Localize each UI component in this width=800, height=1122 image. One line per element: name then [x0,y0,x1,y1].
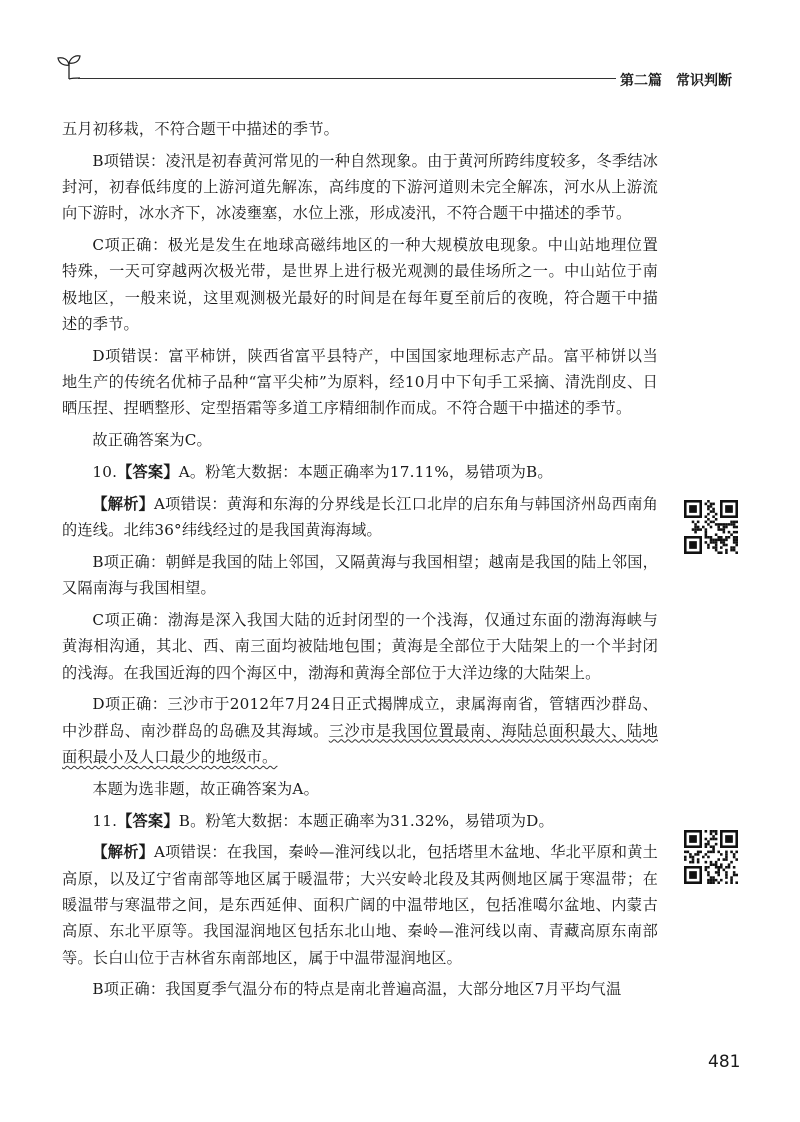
paragraph: B项正确：朝鲜是我国的陆上邻国，又隔黄海与我国相望；越南是我国的陆上邻国，又隔南海与我国相望。 [62,552,658,598]
paragraph: B项错误：凌汛是初春黄河常见的一种自然现象。由于黄河所跨纬度较多，冬季结冰封河，初春低纬度的上游河道先解冻，高纬度的下游河道则未完全解冻，河水从上游流向下游时，冰水齐下，冰凌壅塞，水位上涨，形成凌汛，不符合题干中描述的季节。 [62,151,658,223]
section-title: 第二篇 常识判断 [620,73,732,89]
paragraph: C项正确：渤海是深入我国大陆的近封闭型的一个浅海，仅通过东面的渤海海峡与黄海相沟通，其北、西、南三面均被陆地包围；黄海是全部位于大陆架上的一个半封闭的浅海。在我国近海的四个海区中，渤海和黄海全部位于大洋边缘的大陆架上。 [62,611,658,682]
page-header [0,0,800,100]
paragraph: 故正确答案为C。 [92,431,212,450]
q11-analysis-tag: 【解析】 [92,843,154,862]
sprout-icon [56,52,82,80]
paragraph: 五月初移栽，不符合题干中描述的季节。 [62,120,339,138]
q10-number: 10. [92,463,118,482]
q10-analysis [62,491,658,544]
wavy-underlined-text: 三沙市是我国位置最南、海陆总面积最大、陆地面积最小及人口最少的地级市。 [62,721,658,767]
paragraph: A项错误：在我国，秦岭—淮河线以北，包括塔里木盆地、华北平原和黄土高原，以及辽宁省南部等地区属于暖温带；大兴安岭北段及其两侧地区属于寒温带；在暖温带与寒温带之间，是东西延伸、面积广阔的中温带地区，包括准噶尔盆地、内蒙古高原、东北平原等。我国湿润地区包括东北山地、秦岭—淮河线以南、青藏高原东南部等。长白山位于吉林省东南部地区，属于中温带湿润地区。 [62,843,658,967]
q11-number: 11. [92,811,118,830]
qr-code-icon [684,830,738,884]
page-number: 481 [708,1052,741,1072]
q10-answer-tag: 【答案】 [117,463,179,482]
q10-answer [62,459,658,485]
q11-answer-text: B。粉笔大数据：本题正确率为31.32%，易错项为D。 [178,811,554,830]
qr-code-q11[interactable] [684,830,738,884]
q11-analysis [62,839,658,970]
q10-answer-text: A。粉笔大数据：本题正确率为17.11%，易错项为B。 [178,463,553,482]
qr-code-icon [684,500,738,554]
page-content [62,116,658,1008]
paragraph: 本题为选非题，故正确答案为A。 [92,779,319,798]
header-rule [78,78,616,79]
q11-answer-tag: 【答案】 [117,811,179,830]
paragraph: C项正确：极光是发生在地球高磁纬地区的一种大规模放电现象。中山站地理位置特殊，一天可穿越两次极光带，是世界上进行极光观测的最佳场所之一。中山站位于南极地区，一般来说，这里观测极光最好的时间是在每年夏至前后的夜晚，符合题干中描述的季节。 [62,236,658,334]
q10-analysis-tag: 【解析】 [92,494,154,513]
paragraph-d [62,691,658,770]
paragraph: D项正确：三沙市于2012年7月24日正式揭牌成立，隶属海南省，管辖西沙群岛、中沙群岛、南沙群岛的岛礁及其海域。 [62,695,658,740]
paragraph: A项错误：黄海和东海的分界线是长江口北岸的启东角与韩国济州岛西南角的连线。北纬36°纬线经过的是我国黄海海域。 [62,494,658,540]
paragraph: D项错误：富平柿饼，陕西省富平县特产，中国国家地理标志产品。富平柿饼以当地生产的传统名优柿子品种“富平尖柿”为原料，经10月中下旬手工采摘、清洗削皮、日晒压捏、捏晒整形、定型捂霜等多道工序精细制作而成。不符合题干中描述的季节。 [62,346,658,418]
q11-answer [62,808,658,834]
qr-code-q10[interactable] [684,500,738,554]
paragraph: B项正确：我国夏季气温分布的特点是南北普遍高温，大部分地区7月平均气温 [92,980,622,999]
